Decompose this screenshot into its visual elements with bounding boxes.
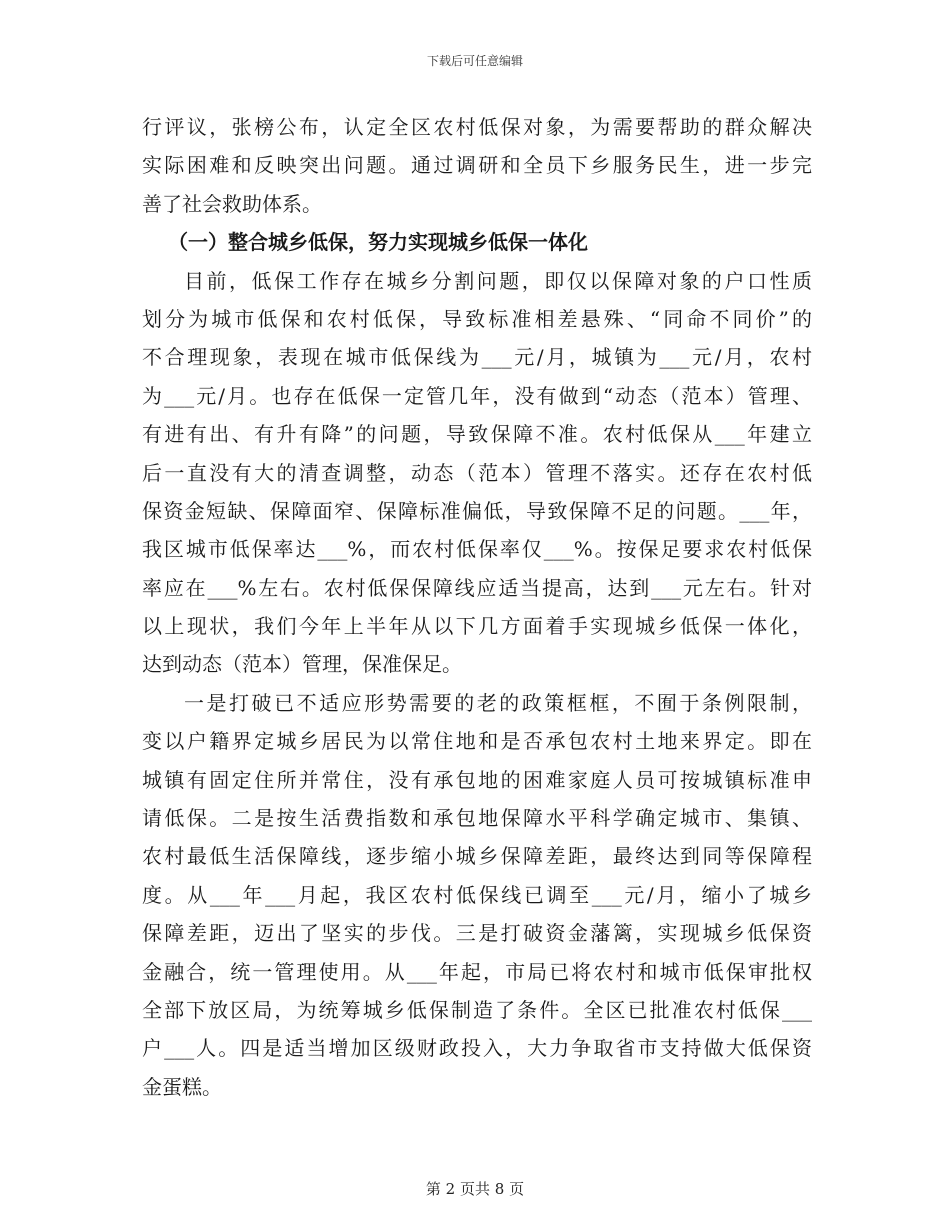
- paragraph-line: 城镇有固定住所并常住，没有承包地的困难家庭人员可按城镇标准申: [142, 767, 812, 792]
- paragraph-line: 为___元/月。也存在低保一定管几年，没有做到“动态（范本）管理、: [142, 383, 812, 408]
- paragraph-line: 实际困难和反映突出问题。通过调研和全员下乡服务民生，进一步完: [142, 153, 812, 178]
- paragraph-line: 行评议，张榜公布，认定全区农村低保对象，为需要帮助的群众解决: [142, 115, 812, 139]
- paragraph-line: 一是打破已不适应形势需要的老的政策框框，不囿于条例限制，: [184, 690, 812, 715]
- section-heading: （一）整合城乡低保，努力实现城乡低保一体化: [168, 230, 588, 255]
- paragraph-line: 保资金短缺、保障面窄、保障标准偏低，导致保障不足的问题。___年，: [142, 498, 812, 523]
- paragraph-line: 请低保。二是按生活费指数和承包地保障水平科学确定城市、集镇、: [142, 806, 812, 831]
- paragraph-line: 以上现状，我们今年上半年从以下几方面着手实现城乡低保一体化，: [142, 614, 812, 639]
- paragraph-line: 后一直没有大的清查调整，动态（范本）管理不落实。还存在农村低: [142, 460, 812, 485]
- paragraph-line: 达到动态（范本）管理，保准保足。: [142, 652, 462, 677]
- paragraph-line: 目前，低保工作存在城乡分割问题，即仅以保障对象的户口性质: [184, 268, 812, 293]
- paragraph-line: 率应在___%左右。农村低保保障线应适当提高，达到___元左右。针对: [142, 575, 812, 600]
- paragraph-line: 金蛋糕。: [142, 1074, 222, 1099]
- paragraph-line: 变以户籍界定城乡居民为以常住地和是否承包农村土地来界定。即在: [142, 729, 812, 754]
- paragraph-line: 善了社会救助体系。: [142, 191, 322, 216]
- paragraph-line: 不合理现象，表现在城市低保线为___元/月，城镇为___元/月，农村: [142, 345, 812, 370]
- paragraph-line: 户___人。四是适当增加区级财政投入，大力争取省市支持做大低保资: [142, 1036, 812, 1061]
- paragraph-line: 农村最低生活保障线，逐步缩小城乡保障差距，最终达到同等保障程: [142, 844, 812, 869]
- document-body: [142, 108, 812, 1106]
- page-header: 下载后可任意编辑: [426, 54, 523, 68]
- paragraph-line: 划分为城市低保和农村低保，导致标准相差悬殊、“同命不同价”的: [142, 306, 812, 331]
- paragraph-line: 有进有出、有升有降”的问题，导致保障不准。农村低保从___年建立: [142, 422, 812, 447]
- paragraph-line: 保障差距，迈出了坚实的步伐。三是打破资金藩篱，实现城乡低保资: [142, 921, 812, 946]
- paragraph-line: 全部下放区局，为统筹城乡低保制造了条件。全区已批准农村低保___: [142, 997, 812, 1022]
- paragraph-line: 度。从___年___月起，我区农村低保线已调至___元/月，缩小了城乡: [142, 882, 812, 907]
- paragraph-line: 金融合，统一管理使用。从___年起，市局已将农村和城市低保审批权: [142, 959, 812, 984]
- page-footer: 第 2 页共 8 页: [425, 1180, 525, 1198]
- paragraph-line: 我区城市低保率达___%，而农村低保率仅___%。按保足要求农村低保: [142, 537, 812, 562]
